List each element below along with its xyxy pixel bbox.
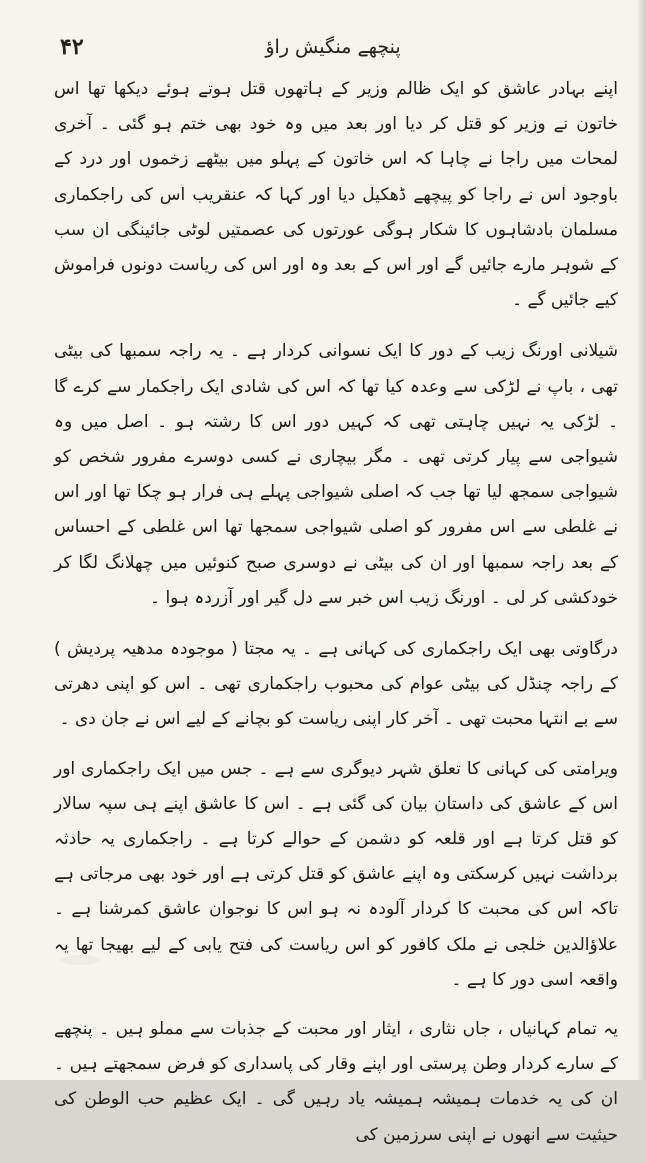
body-text <box>54 72 618 1163</box>
paragraph-4: ویرامتی کی کہانی کا تعلق شہر دیوگری سے ہے ۔ جس میں ایک راجکماری اور اس کے عاشق کی داستان بیان کی گئی ہے ۔ اس کا عاشق اپنے ہی سپہ سالار کو قتل کرتا ہے اور قلعہ کو دشمن کے حوالے کرتا ہے ۔ راجکماری یہ حادثہ برداشت نہیں کرسکتی وہ اپنے عاشق کو قتل کرتی ہے اور خود بھی مرجاتی ہے تاکہ اس کی محبت کا کردار آلودہ نہ ہو اس کا نوجوان عاشق کمرشنا ہے ۔ علاؤالدین خلجی نے ملک کافور کو اس ریاست کی فتح یابی کے لیے بھیجا تھا یہ واقعہ اسی دور کا ہے ۔ <box>54 758 618 990</box>
page-header <box>60 34 606 70</box>
paragraph-1: اپنے بہادر عاشق کو ایک ظالم وزیر کے ہاتھوں قتل ہوتے ہوئے دیکھا تھا اس خاتون نے وزیر کو قتل کر دیا اور بعد میں وہ خود بھی ختم ہو گئی ۔ آخری لمحات میں راجا نے چاہا کہ اس خاتون کے پہلو میں بیٹھے زخموں اور درد کے باوجود اس نے راجا کو پیچھے ڈھکیل دیا اور کہا کہ عنقریب اس کی راجکماری مسلمان بادشاہوں کا شکار ہوگی عورتوں کی عصمتیں لوٹی جائینگی ان سب کے شوہر مارے جائیں گے اور اس کے بعد وہ اور اس کی ریاست دونوں فراموش کیے جائیں گے ۔ <box>54 79 618 311</box>
paper-stain <box>60 955 100 965</box>
running-title: پنچھے منگیش راؤ <box>265 36 401 58</box>
page-number: ۴۲ <box>60 34 84 60</box>
page-edge-shadow <box>638 0 646 1080</box>
paragraph-2: شیلانی اورنگ زیب کے دور کا ایک نسوانی کردار ہے ۔ یہ راجہ سمبھا کی بیٹی تھی ، باپ نے لڑکی سے وعدہ کیا تھا کہ اس کی شادی ایک راجکمار سے کرے گا ۔ لڑکی یہ نہیں چاہتی تھی کہ کہیں دور اس کا رشتہ ہو ۔ اصل میں وہ شیواجی سے پیار کرتی تھی ۔ مگر بیچاری نے کسی دوسرے مفرور شخص کو شیواجی سمجھ لیا تھا جب کہ اصلی شیواجی پہلے ہی فرار ہو چکا تھا اور اس نے غلطی سے اس مفرور کو اصلی شیواجی سمجھا تھا اس غلطی کے احساس کے بعد راجہ سمبھا اور ان کی بیٹی نے دوسری صبح کنوئیں میں چھلانگ لگا کر خودکشی کر لی ۔ اورنگ زیب اس خبر سے دل گیر اور آزردہ ہوا ۔ <box>54 341 618 608</box>
paragraph-3: درگاوتی بھی ایک راجکماری کی کہانی ہے ۔ یہ مجتا ( موجودہ مدھیہ پردیش ) کے راجہ چنڈل کی بیٹی عوام کی محبوب راجکماری تھی ۔ اس کو اپنی دھرتی سے بے انتہا محبت تھی ۔ آخر کار اپنی ریاست کو بچانے کے لیے اس نے جان دی ۔ <box>54 639 618 730</box>
paragraph-5: یہ تمام کہانیاں ، جاں نثاری ، ایثار اور محبت کے جذبات سے مملو ہیں ۔ پنچھے کے سارے کردار وطن پرستی اور اپنے وقار کی پاسداری کو فرض سمجھتے ہیں ۔ ان کی یہ خدمات ہمیشہ ہمیشہ یاد رہیں گی ۔ ایک عظیم حب الوطن کی حیثیت سے انھوں نے اپنی سرزمین کی <box>54 1019 618 1145</box>
